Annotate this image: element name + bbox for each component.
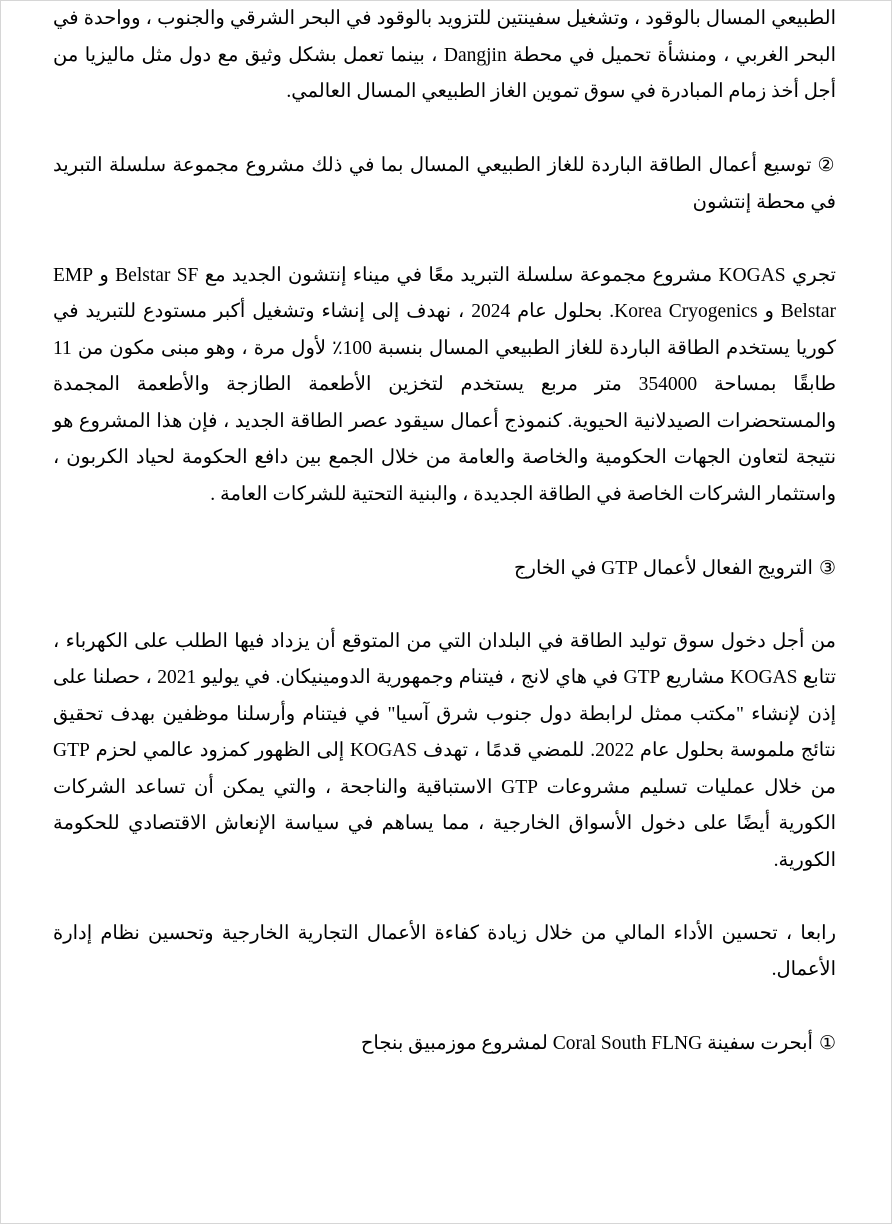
paragraph-gtp-projects: من أجل دخول سوق توليد الطاقة في البلدان التي من المتوقع أن يزداد فيها الطلب على الكهرباء ، تتابع KOGAS مشاريع GTP في هاي لانج ، فيتنام وجمهورية الدومينيكان. في يوليو 2021 ، حصلنا على إذن لإنشاء "مكتب ممثل لرابطة دول جنوب شرق آسيا" في فيتنام وأرسلنا موظفين بهدف تحقيق نتائج ملموسة بحلول عام 2022. للمضي قدمًا ، تهدف KOGAS إلى الظهور كمزود عالمي لحزم GTP من خلال عمليات تسليم مشروعات GTP الاستباقية والناجحة ، والتي يمكن أن تساعد الشركات الكورية أيضًا على دخول الأسواق الخارجية ، مما يساهم في سياسة الإنعاش الاقتصادي للحكومة الكورية. [53, 630, 837, 871]
paragraph-gap [53, 221, 836, 258]
paragraph-cold-chain: تجري KOGAS مشروع مجموعة سلسلة التبريد معًا في ميناء إنتشون الجديد مع Belstar SF و EMP Belstar و Korea Cryogenics. بحلول عام 2024 ، نهدف إلى إنشاء وتشغيل أكبر مستودع للتبريد في كوريا يستخدم الطاقة الباردة للغاز الطبيعي المسال بنسبة 100٪ لأول مرة ، وهو مبنى مكون من 11 طابقًا بمساحة 354000 متر مربع يستخدم لتخزين الأطعمة الطازجة والأطعمة المجمدة والمستحضرات الصيدلانية الحيوية. كنموذج أعمال سيقود عصر الطاقة الجديد ، فإن هذا المشروع هو نتيجة لتعاون الجهات الحكومية والخاصة والعامة من خلال الجمع بين دافع الحكومة لحياد الكربون ، واستثمار الشركات الخاصة في الطاقة الجديدة ، والبنية التحتية للشركات العامة . [53, 264, 836, 505]
paragraph-gap [53, 111, 836, 148]
heading-gtp-overseas [53, 550, 836, 588]
heading-coral-south-text: أبحرت سفينة Coral South FLNG لمشروع موزمبيق بنجاح [360, 1033, 813, 1054]
heading-cold-energy [53, 147, 836, 221]
paragraph-gap [53, 879, 836, 916]
circled-number-3: ③ [818, 556, 836, 579]
circled-number-1: ① [818, 1032, 836, 1054]
heading-gtp-overseas-text: الترويج الفعال لأعمال GTP في الخارج [513, 557, 813, 579]
paragraph-fourth-financial: رابعا ، تحسين الأداء المالي من خلال زيادة كفاءة الأعمال التجارية الخارجية وتحسين نظام إدارة الأعمال. [53, 922, 836, 980]
document-body [53, 1, 836, 1063]
paragraph-lng-bunkering: الطبيعي المسال بالوقود ، وتشغيل سفينتين للتزويد بالوقود في البحر الشرقي والجنوب ، وواحدة في البحر الغربي ، ومنشأة تحميل في محطة Dangjin ، بينما تعمل بشكل وثيق مع دول مثل ماليزيا من أجل أخذ زمام المبادرة في سوق تموين الغاز الطبيعي المسال العالمي. [53, 8, 837, 102]
paragraph-gap [53, 989, 836, 1026]
heading-cold-energy-text: توسيع أعمال الطاقة الباردة للغاز الطبيعي المسال بما في ذلك مشروع مجموعة سلسلة التبريد في محطة إنتشون [53, 155, 836, 213]
paragraph-gap [53, 587, 836, 624]
circled-number-2: ② [817, 154, 836, 176]
heading-coral-south [53, 1025, 836, 1063]
paragraph-gap [53, 513, 836, 550]
